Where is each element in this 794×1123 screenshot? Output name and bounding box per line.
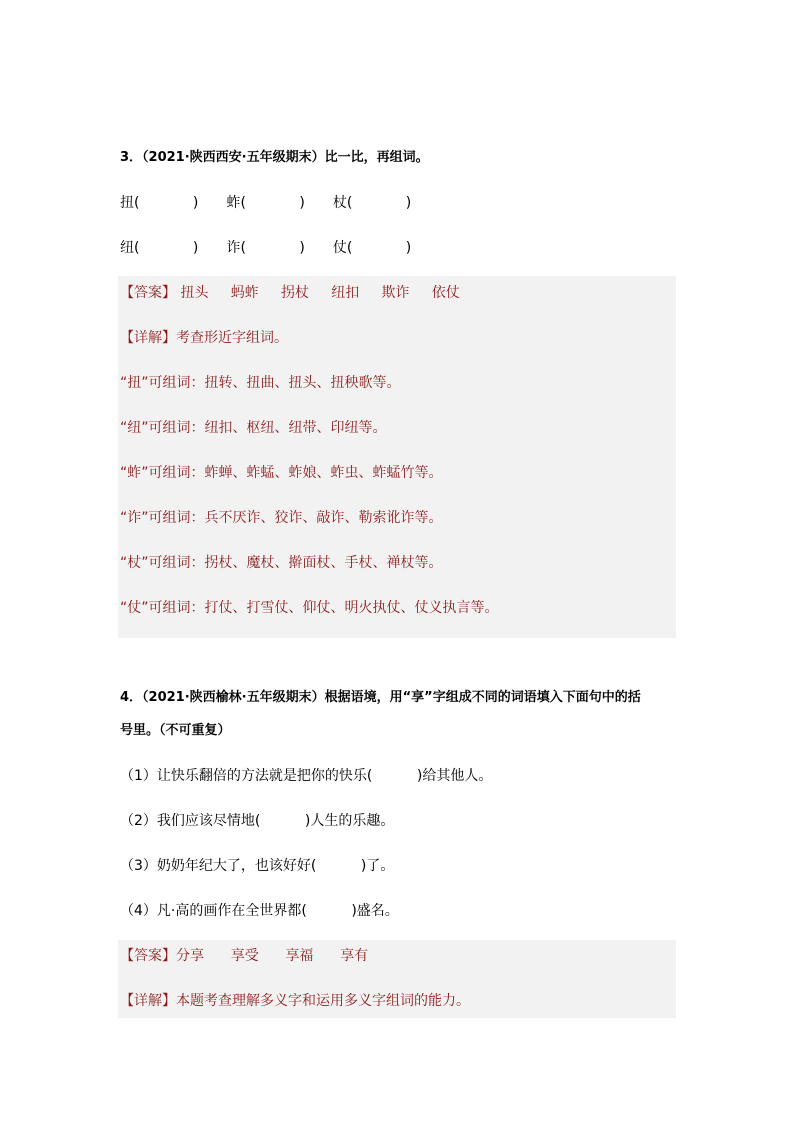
q3-explanation: “扭”可组词：扭转、扭曲、扭头、扭秧歌等。 [120, 375, 401, 391]
q4-title [120, 688, 641, 708]
q3-blank: ( ) [134, 240, 199, 256]
q3-answer: 扭头 [180, 285, 209, 301]
q3-detail-text: 考查形近字组词。 [176, 330, 288, 346]
q4-answer: 享有 [340, 948, 369, 964]
q3-pair [226, 193, 328, 213]
q4-answer: 享受 [230, 948, 259, 964]
q4-item: （1）让快乐翻倍的方法就是把你的快乐( )给其他人。 [120, 768, 493, 784]
q3-blank: ( ) [346, 240, 412, 256]
q3-title [120, 148, 429, 168]
q4-item: （3）奶奶年纪大了，也该好好( )了。 [120, 858, 395, 874]
q4-answer: 分享 [176, 948, 204, 964]
q3-blank: ( ) [240, 195, 305, 211]
q3-source: （2021·陕西西安·五年级期末） [142, 150, 325, 165]
q4-number: 4． [120, 690, 143, 705]
q3-explanation: “诈”可组词：兵不厌诈、狡诈、敲诈、勒索讹诈等。 [120, 510, 443, 526]
q4-answer-line [120, 946, 368, 966]
q3-char: 扭 [120, 195, 134, 211]
q4-item: （4）凡·高的画作在全世界都( )盛名。 [120, 903, 399, 919]
q3-pair [120, 193, 222, 213]
q3-answer: 欺诈 [381, 285, 410, 301]
q3-answer-tag: 【答案】 [120, 285, 176, 301]
q3-number: 3． [120, 150, 143, 165]
q3-pair [120, 238, 222, 258]
q3-pair [226, 238, 328, 258]
q4-detail-line [120, 991, 470, 1011]
q3-answer: 拐杖 [280, 285, 309, 301]
q3-instruction: 比一比，再组词。 [324, 150, 429, 165]
q3-char: 杖 [332, 195, 347, 211]
q3-blank: ( ) [346, 195, 412, 211]
q3-pair [333, 193, 435, 213]
q3-row-2 [120, 238, 435, 258]
q3-explanation: “蚱”可组词：蚱蝉、蚱蜢、蚱娘、蚱虫、蚱蜢竹等。 [120, 465, 443, 481]
q3-detail-tag: 【详解】 [120, 330, 176, 346]
q3-explanation: “纽”可组词：纽扣、枢纽、纽带、印纽等。 [120, 420, 387, 436]
q3-pair [333, 238, 435, 258]
q4-instruction-continued: 号里。（不可重复） [120, 723, 231, 738]
q3-row-1 [120, 193, 435, 213]
q3-blank: ( ) [240, 240, 305, 256]
q4-item: （2）我们应该尽情地( )人生的乐趣。 [120, 813, 395, 829]
q4-detail-text: 本题考查理解多义字和运用多义字组词的能力。 [176, 993, 470, 1009]
q3-explanation: “杖”可组词：拐杖、魔杖、擀面杖、手杖、禅杖等。 [120, 555, 443, 571]
q3-answer: 依仗 [431, 285, 460, 301]
q3-char: 仗 [332, 240, 347, 256]
q3-char: 诈 [226, 240, 241, 256]
q4-detail-tag: 【详解】 [120, 993, 176, 1009]
q3-blank: ( ) [134, 195, 199, 211]
q3-char: 蚱 [226, 195, 241, 211]
q3-answer: 纽扣 [331, 285, 360, 301]
q3-answer-line [120, 283, 460, 303]
q4-answer-tag: 【答案】 [120, 948, 176, 964]
q3-char: 纽 [120, 240, 134, 256]
q4-source: （2021·陕西榆林·五年级期末） [142, 690, 325, 705]
q3-explanation: “仗”可组词：打仗、打雪仗、仰仗、明火执仗、仗义执言等。 [120, 600, 499, 616]
q3-detail-line [120, 328, 288, 348]
q3-answer: 蚂蚱 [230, 285, 259, 301]
q4-instruction: 根据语境，用“享”字组成不同的词语填入下面句中的括 [324, 690, 641, 705]
q4-answer: 享福 [285, 948, 314, 964]
